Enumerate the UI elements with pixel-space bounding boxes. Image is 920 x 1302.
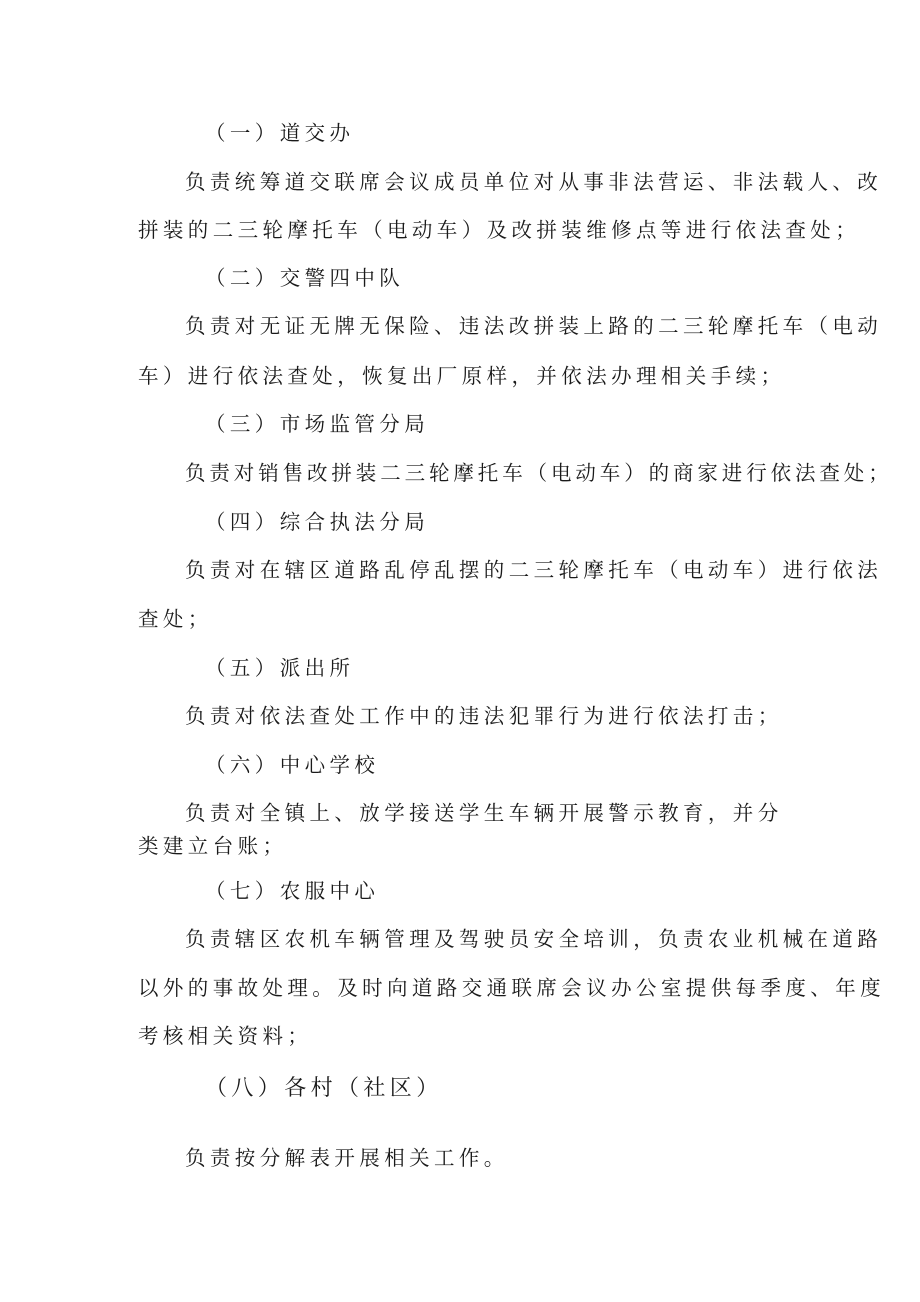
section-body-7-line-3: 考核相关资料； — [138, 1024, 313, 1048]
section-body-2-line-2: 车）进行依法查处，恢复出厂原样，并依法办理相关手续； — [138, 364, 786, 388]
section-body-2-line-1: 负责对无证无牌无保险、违法改拼装上路的二三轮摩托车（电动 — [185, 314, 883, 338]
section-heading-3: （三）市场监管分局 — [205, 412, 430, 436]
section-heading-6: （六）中心学校 — [205, 753, 380, 777]
section-body-3-line-1: 负责对销售改拼装二三轮摩托车（电动车）的商家进行依法查处； — [185, 461, 893, 485]
section-body-7-line-2: 以外的事故处理。及时向道路交通联席会议办公室提供每季度、年度 — [138, 976, 885, 1000]
section-body-1-line-1: 负责统筹道交联席会议成员单位对从事非法营运、非法载人、改 — [185, 170, 883, 194]
section-heading-8: （八）各村（社区） — [205, 1076, 443, 1101]
section-body-4-line-2: 查处； — [138, 607, 213, 631]
section-body-6-line-2: 类建立台账； — [138, 834, 288, 858]
section-body-7-line-1: 负责辖区农机车辆管理及驾驶员安全培训，负责农业机械在道路 — [185, 927, 883, 951]
section-body-6-line-1: 负责对全镇上、放学接送学生车辆开展警示教育，并分 — [185, 801, 783, 825]
section-body-8-line-1: 负责按分解表开展相关工作。 — [185, 1146, 509, 1170]
section-body-4-line-1: 负责对在辖区道路乱停乱摆的二三轮摩托车（电动车）进行依法 — [185, 558, 883, 582]
section-heading-1: （一）道交办 — [205, 121, 355, 145]
section-heading-5: （五）派出所 — [205, 656, 355, 680]
section-body-1-line-2: 拼装的二三轮摩托车（电动车）及改拼装维修点等进行依法查处； — [138, 218, 861, 242]
section-heading-7: （七）农服中心 — [205, 879, 380, 903]
section-body-5-line-1: 负责对依法查处工作中的违法犯罪行为进行依法打击； — [185, 704, 783, 728]
section-heading-2: （二）交警四中队 — [205, 266, 405, 290]
section-heading-4: （四）综合执法分局 — [205, 510, 430, 534]
